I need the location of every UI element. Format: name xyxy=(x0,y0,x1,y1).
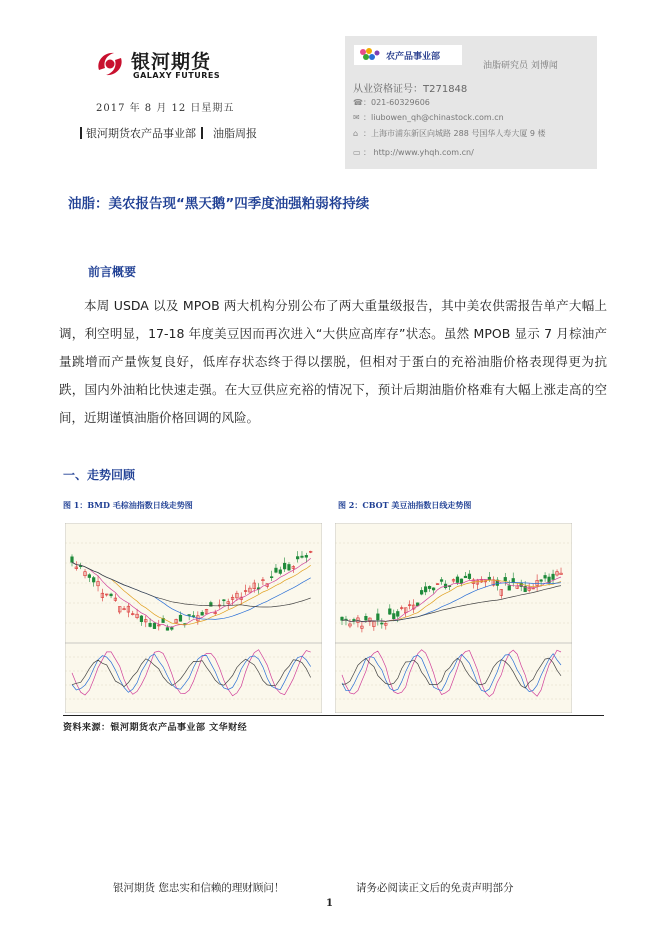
candle-body xyxy=(288,564,291,570)
logo-chinese-name: 银河期货 xyxy=(131,51,212,73)
report-date: 2017 年 8 月 12 日星期五 xyxy=(96,103,235,114)
divider-bar xyxy=(80,127,82,139)
candle-body xyxy=(456,577,459,583)
candle-body xyxy=(171,628,174,630)
address-icon: ⌂ xyxy=(353,129,359,138)
candle-body xyxy=(296,557,299,559)
candle-body xyxy=(270,577,273,578)
phone-icon: ☎ xyxy=(353,98,363,107)
candle-body xyxy=(392,614,395,619)
office-address: ：上海市浦东新区向城路 288 号国华人寿大厦 9 楼 xyxy=(363,129,546,138)
figure1-caption: 图 1：BMD 毛棕油指数日线走势图 xyxy=(63,500,193,510)
candle-body xyxy=(468,574,471,579)
contact-box xyxy=(345,36,597,169)
galaxy-logo-icon xyxy=(95,49,125,79)
candle-body xyxy=(544,575,547,578)
email-address[interactable]: ：liubowen_qh@chinastock.com.cn xyxy=(363,113,504,122)
department-line xyxy=(76,125,257,141)
candle-body xyxy=(552,574,555,579)
candle-body xyxy=(432,588,435,590)
figure2-caption: 图 2：CBOT 美豆油指数日线走势图 xyxy=(338,500,472,510)
candle-body xyxy=(504,577,507,580)
candle-body xyxy=(464,576,467,578)
candle-body xyxy=(192,616,195,617)
footer-slogan: 银河期货 您忠实和信赖的理财顾问！ xyxy=(113,882,285,894)
candle-body xyxy=(201,612,204,615)
box-department-name: 农产品事业部 xyxy=(386,52,441,62)
candle-body xyxy=(377,614,380,620)
website-line xyxy=(353,147,474,158)
candle-body xyxy=(388,609,391,614)
candle-body xyxy=(341,617,344,620)
page-number: 1 xyxy=(326,898,333,909)
candle-body xyxy=(223,600,226,601)
candle-body xyxy=(166,628,169,631)
address-line xyxy=(353,128,546,139)
cbot-soyoil-chart xyxy=(335,523,572,713)
candle-body xyxy=(428,586,431,588)
candle-body xyxy=(179,615,182,621)
candle-body xyxy=(140,616,143,622)
email-icon: ✉ xyxy=(353,113,360,122)
candle-body xyxy=(396,611,399,616)
candle-body xyxy=(301,556,304,557)
candle-body xyxy=(275,568,278,572)
candle-body xyxy=(279,570,282,574)
candle-body xyxy=(188,615,191,616)
candle-body xyxy=(149,623,152,626)
analyst-name: 油脂研究员 刘博闻 xyxy=(483,61,558,71)
logo-english-name: GALAXY FUTURES xyxy=(133,71,221,80)
candle-body xyxy=(440,580,443,582)
license-number: 从业资格证号：T271848 xyxy=(353,84,468,95)
report-type: 油脂周报 xyxy=(213,127,257,140)
candle-body xyxy=(381,623,384,624)
phone-number: ：021-60329606 xyxy=(363,98,430,107)
candle-body xyxy=(88,575,91,578)
email-line xyxy=(353,112,504,123)
agri-logo-icon xyxy=(357,47,385,63)
candle-body xyxy=(512,578,515,582)
candle-body xyxy=(305,555,308,557)
footer-disclaimer: 请务必阅读正文后的免责声明部分 xyxy=(356,882,514,894)
candle-body xyxy=(110,594,113,596)
bmd-palm-oil-chart xyxy=(65,523,322,713)
department-logo xyxy=(354,45,462,65)
divider-bar xyxy=(201,127,203,139)
source-note: 资料来源：银河期货农产品事业部 文华财经 xyxy=(63,723,248,733)
website-url[interactable]: ： http://www.yhqh.com.cn/ xyxy=(363,148,474,157)
candle-body xyxy=(283,563,286,569)
candle-body xyxy=(540,580,543,581)
candle-body xyxy=(508,586,511,590)
candle-body xyxy=(365,616,368,620)
candle-body xyxy=(92,578,95,582)
candle-body xyxy=(420,590,423,594)
candle-body xyxy=(424,587,427,592)
candle-body xyxy=(153,623,156,629)
candle-body xyxy=(488,577,491,579)
website-icon: ▭ xyxy=(353,148,361,157)
candle-body xyxy=(71,557,74,562)
overview-heading: 前言概要 xyxy=(88,265,137,279)
phone-line xyxy=(353,97,430,108)
review-heading: 一、走势回顾 xyxy=(63,468,136,482)
department-name: 银河期货农产品事业部 xyxy=(86,127,196,140)
report-title: 油脂：美农报告现“黑天鹅”四季度油强粕弱将持续 xyxy=(68,196,370,212)
candle-body xyxy=(460,579,463,583)
overview-paragraph: 本周 USDA 以及 MPOB 两大机构分别公布了两大重量级报告，其中美农供需报告单产大幅上调，利空明显，17-18 年度美豆因而再次进入“大供应高库存”状态。虽然 MPOB 显示 7 月棕油产量跳增而产量恢复良好，低库存状态终于得以摆脱，但相对于蛋白的充裕油脂价格表现得更为抗跌，国内外油粕比快速走强。在大豆供应充裕的情况下，预计后期油脂价格难有大幅上涨走高的空间，近期谨慎油脂价格回调的风险。 xyxy=(59,298,607,425)
source-rule xyxy=(63,715,604,716)
